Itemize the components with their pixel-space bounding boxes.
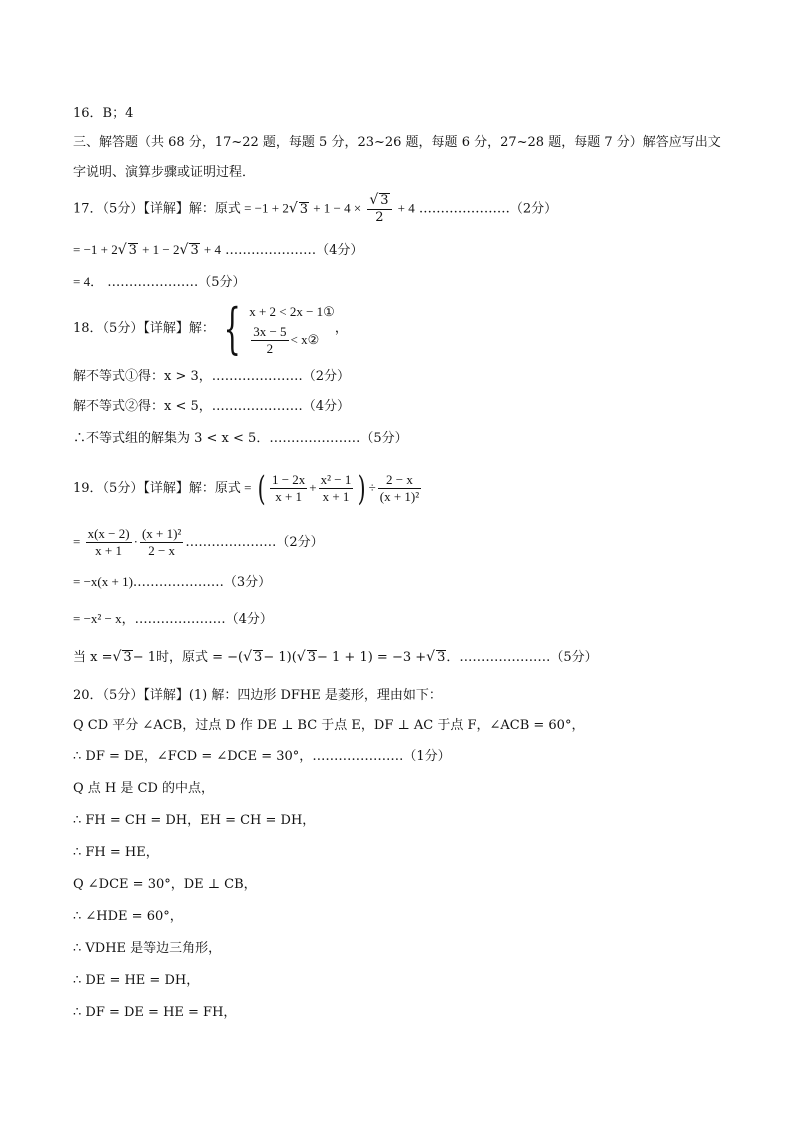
q18-result2: 解不等式②得：x < 5，…………………（4分）	[73, 399, 351, 414]
q17-line2: = −1 + 2√ 3 + 1 − 2√ 3 + 4 …………………（4分）	[73, 242, 364, 258]
q17-line3: = 4． …………………（5分）	[73, 274, 246, 290]
q19-line2: = $\frac{x(x - 2)}{x + 1}$ · $\frac{\text{(x + 1)²}}{2 - x}$ …………………（2分）	[73, 526, 324, 558]
q20-row7: ∴ ∠HDE = 60°，	[73, 909, 183, 924]
q20-row4: ∴ FH = CH = DH，EH = CH = DH，	[73, 813, 316, 828]
q20-row8: ∴ VDHE 是等边三角形，	[73, 941, 222, 956]
q20-row2: ∴ DF = DE，∠FCD = ∠DCE = 30°，…………………（1分）	[73, 749, 451, 764]
q18-result1: 解不等式①得：x > 3，…………………（2分）	[73, 369, 351, 384]
q20-row5: ∴ FH = HE，	[73, 845, 159, 860]
q19-line4: = −x² − x，…………………（4分）	[73, 611, 273, 627]
q20-row3: Q 点 H 是 CD 的中点，	[73, 781, 215, 796]
q20-row10: ∴ DF = DE = HE = FH，	[73, 1005, 237, 1020]
q19-line3: = −x(x + 1)…………………（3分）	[73, 574, 272, 590]
section-3-header: 三、解答题（共 68 分，17~22 题，每题 5 分，23~26 题，每题 6 分，27~28 题，每题 7 分）解答应写出文字说明、演算步骤或证明过程．	[73, 135, 721, 180]
q20-row6: Q ∠DCE = 30°，DE ⊥ CB，	[73, 877, 257, 892]
q20-row1: Q CD 平分 ∠ACB，过点 D 作 DE ⊥ BC 于点 E，DF ⊥ AC 于点 F，∠ACB = 60°，	[73, 718, 585, 733]
answer-16: 16．B；4	[73, 106, 134, 121]
q20-row9: ∴ DE = HE = DH，	[73, 973, 200, 988]
q20-head: 20．（5分）【详解】(1) 解：四边形 DFHE 是菱形，理由如下：	[73, 688, 442, 703]
q17-line1: 17．（5分）【详解】解：原式 = −1 + 2√ 3 + 1 − 4 × $\frac{√ 3}{2}$ + 4 …………………（2分）	[73, 192, 558, 225]
q19-line5: 当 x =√ 3− 1时，原式 = −(√ 3− 1)(√ 3− 1 + 1) = −3 +√ 3．…………………（5分）	[73, 649, 598, 665]
q18-result3: ∴不等式组的解集为 3 < x < 5．…………………（5分）	[73, 431, 408, 446]
q18-system: 18．（5分）【详解】解： { x + 2 < 2x − 1① $\frac{3x - 5}{2}$ < x② ，	[73, 296, 348, 360]
fraction-sqrt3-over-2: $\frac{√ 3}{2}$	[367, 192, 391, 226]
q19-line1: 19．（5分）【详解】解：原式 = ( $\frac{1 - 2x}{x + 1}$ + $\frac{\text{x² − 1}}{x + 1}$ ) ÷ $\frac{2 - x}{\text{(x + 1)²}}$	[73, 468, 420, 509]
